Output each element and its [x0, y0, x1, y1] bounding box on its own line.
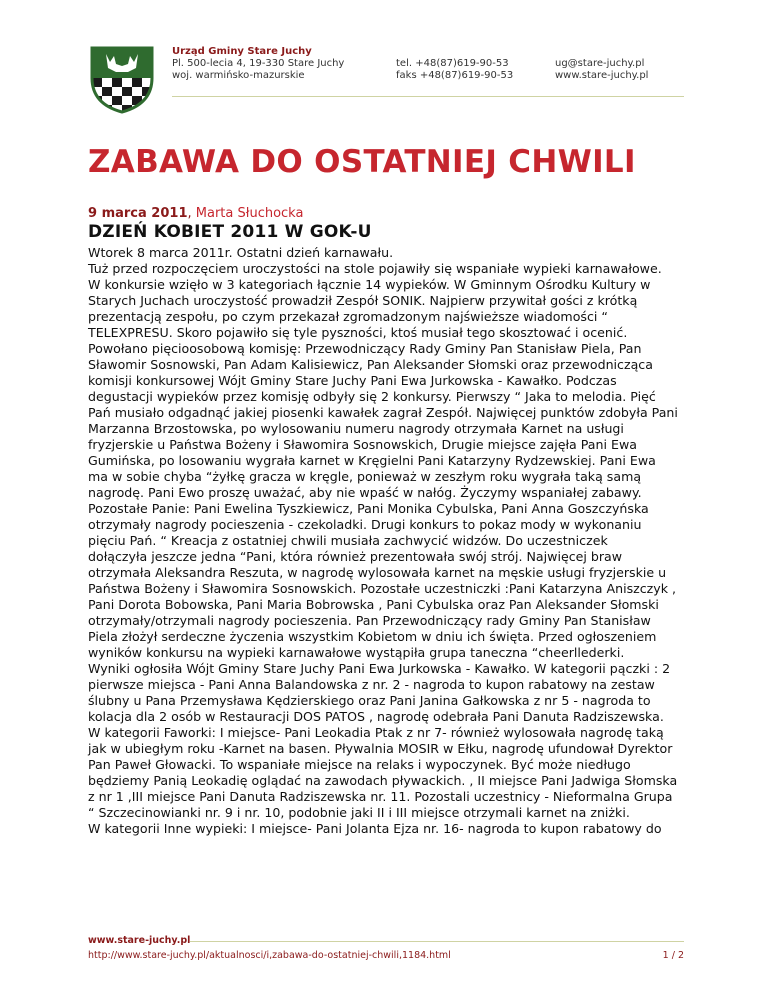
article-author[interactable]: Marta Słuchocka: [195, 206, 304, 221]
body-line: Wtorek 8 marca 2011r. Ostatni dzień karnawału.: [88, 245, 394, 260]
body-line: wyników konkursu na wypieki karnawałowe wystąpiła grupa taneczna “cheerllederki.: [88, 645, 625, 660]
body-line: W konkursie wzięło w 3 kategoriach łącznie 14 wypieków. W Gminnym Ośrodku Kultury w: [88, 277, 651, 292]
coat-of-arms-icon: [88, 42, 156, 114]
body-line: otrzymała Aleksandra Reszuta, w nagrodę wylosowała karnet na męskie usługi fryzjerskie u: [88, 565, 667, 580]
body-line: fryzjerskie u Państwa Bożeny i Sławomira Sosnowskich, Drugie miejsce zajęła Pani Ewa: [88, 437, 637, 452]
body-line: pięciu Pań. “ Kreacja z ostatniej chwili musiała zachwycić widzów. Do uczestniczek: [88, 533, 608, 548]
body-line: Marzanna Brzostowska, po wylosowaniu numeru nagrody otrzymała Karnet na usługi: [88, 421, 624, 436]
header-divider: [172, 96, 684, 97]
header-address-block: [172, 46, 344, 82]
body-line: TELEXPRESU. Skoro pojawiło się tyle pyszności, ktoś musiał tego skosztować i ocenić.: [88, 325, 628, 340]
header-contact-block: [555, 58, 648, 82]
header-phone-block: [396, 58, 513, 82]
body-line: Sławomir Sosnowski, Pan Adam Kalisiewicz, Pan Aleksander Słomski oraz przewodnicząca: [88, 357, 653, 372]
body-line: kolacja dla 2 osób w Restauracji DOS PATOS , nagrodę odebrała Pani Danuta Radziszewska.: [88, 709, 664, 724]
body-line: komisji konkursowej Wójt Gminy Stare Juchy Pani Ewa Jurkowska - Kawałko. Podczas: [88, 373, 617, 388]
region: woj. warmińsko-mazurskie: [172, 70, 305, 81]
email[interactable]: ug@stare-juchy.pl: [555, 58, 645, 69]
body-line: z nr 1 ,III miejsce Pani Danuta Radziszewska nr. 11. Pozostali uczestnicy - Nieformalna Grupa: [88, 789, 673, 804]
body-line: W kategorii Inne wypieki: I miejsce- Pani Jolanta Ejza nr. 16- nagroda to kupon rabatowy do: [88, 821, 662, 836]
tel: tel. +48(87)619-90-53: [396, 58, 509, 69]
body-line: otrzymały/otrzymali nagrody pocieszenia. Pan Przewodniczący rady Gminy Pan Stanisław: [88, 613, 651, 628]
body-line: “ Szczecinowianki nr. 9 i nr. 10, podobnie jaki II i III miejsce otrzymali karnet na zniżki.: [88, 805, 630, 820]
body-line: W kategorii Faworki: I miejsce- Pani Leokadia Ptak z nr 7- również wylosowała nagrodę taką: [88, 725, 664, 740]
footer-url[interactable]: http://www.stare-juchy.pl/aktualnosci/i,zabawa-do-ostatniej-chwili,1184.html: [88, 950, 451, 961]
page-number: 1 / 2: [662, 950, 684, 961]
meta-separator: ,: [187, 206, 192, 221]
website[interactable]: www.stare-juchy.pl: [555, 70, 649, 81]
body-line: Pan Paweł Głowacki. To wspaniałe miejsce na relaks i wypoczynek. Być może niedługo: [88, 757, 631, 772]
article-date: 9 marca 2011: [88, 206, 188, 221]
body-line: ślubny u Pana Przemysława Kędzierskiego oraz Pani Janina Gałkowska z nr 5 - nagroda to: [88, 693, 651, 708]
fax: faks +48(87)619-90-53: [396, 70, 514, 81]
address-line: Pl. 500-lecia 4, 19-330 Stare Juchy: [172, 58, 345, 69]
footer-divider: [190, 941, 684, 942]
body-line: Piela złożył serdeczne życzenia wszystkim Kobietom w dniu ich święta. Przed ogłoszeniem: [88, 629, 657, 644]
body-line: degustacji wypieków przez komisję odbyły się 2 konkursy. Pierwszy “ Jaka to melodia. Pięć: [88, 389, 656, 404]
body-line: nagrodę. Pani Ewo proszę uważać, aby nie wpaść w nałóg. Życzymy wspaniałej zabawy.: [88, 485, 642, 500]
article-subtitle: DZIEŃ KOBIET 2011 W GOK-U: [88, 222, 372, 242]
org-name: Urząd Gminy Stare Juchy: [172, 46, 312, 57]
body-line: Gumińska, po losowaniu wygrała karnet w Kręgielni Pani Katarzyny Rydzewskiej. Pani Ewa: [88, 453, 656, 468]
body-line: Pani Dorota Bobowska, Pani Maria Bobrowska , Pani Cybulska oraz Pan Aleksander Słomski: [88, 597, 659, 612]
body-line: Powołano pięcioosobową komisję: Przewodniczący Rady Gminy Pan Stanisław Piela, Pan: [88, 341, 642, 356]
body-line: Pań musiało odgadnąć jakiej piosenki kawałek zagrał Zespół. Najwięcej punktów zdobyła Pani: [88, 405, 678, 420]
body-line: Starych Juchach uroczystość prowadził Zespół SONIK. Najpierw przywitał gości z krótką: [88, 293, 638, 308]
body-line: Pozostałe Panie: Pani Ewelina Tyszkiewicz, Pani Monika Cybulska, Pani Anna Goszczyńska: [88, 501, 649, 516]
body-line: Wyniki ogłosiła Wójt Gminy Stare Juchy Pani Ewa Jurkowska - Kawałko. W kategorii pączki : 2: [88, 661, 671, 676]
body-line: otrzymały nagrody pocieszenia - czekoladki. Drugi konkurs to pokaz mody w wykonaniu: [88, 517, 642, 532]
page-title: ZABAWA DO OSTATNIEJ CHWILI: [88, 144, 636, 180]
body-line: ma w sobie chyba “żyłkę gracza w kręgle, ponieważ w zeszłym roku wygrała taką samą: [88, 469, 642, 484]
body-line: pierwsze miejsca - Pani Anna Balandowska z nr. 2 - nagroda to kupon rabatowy na zestaw: [88, 677, 655, 692]
body-line: dołączyła jeszcze jedna “Pani, która również prezentowała swój strój. Najwięcej braw: [88, 549, 623, 564]
body-line: Tuż przed rozpoczęciem uroczystości na stole pojawiły się wspaniałe wypieki karnawałowe.: [88, 261, 662, 276]
body-line: będziemy Panią Leokadię oglądać na zawodach pływackich. , II miejsce Pani Jadwiga Słomska: [88, 773, 678, 788]
article-body: [88, 245, 698, 837]
body-line: Państwa Bożeny i Sławomira Sosnowskich. Pozostałe uczestniczki :Pani Katarzyna Aniszczyk ,: [88, 581, 677, 596]
body-line: jak w ubiegłym roku -Karnet na basen. Pływalnia MOSIR w Ełku, nagrodę ufundował Dyrektor: [88, 741, 673, 756]
body-line: prezentacją zespołu, po czym przekazał zgromadzonym najświeższe wiadomości “: [88, 309, 608, 324]
footer-site[interactable]: www.stare-juchy.pl: [88, 935, 191, 946]
article-meta: [88, 206, 303, 221]
